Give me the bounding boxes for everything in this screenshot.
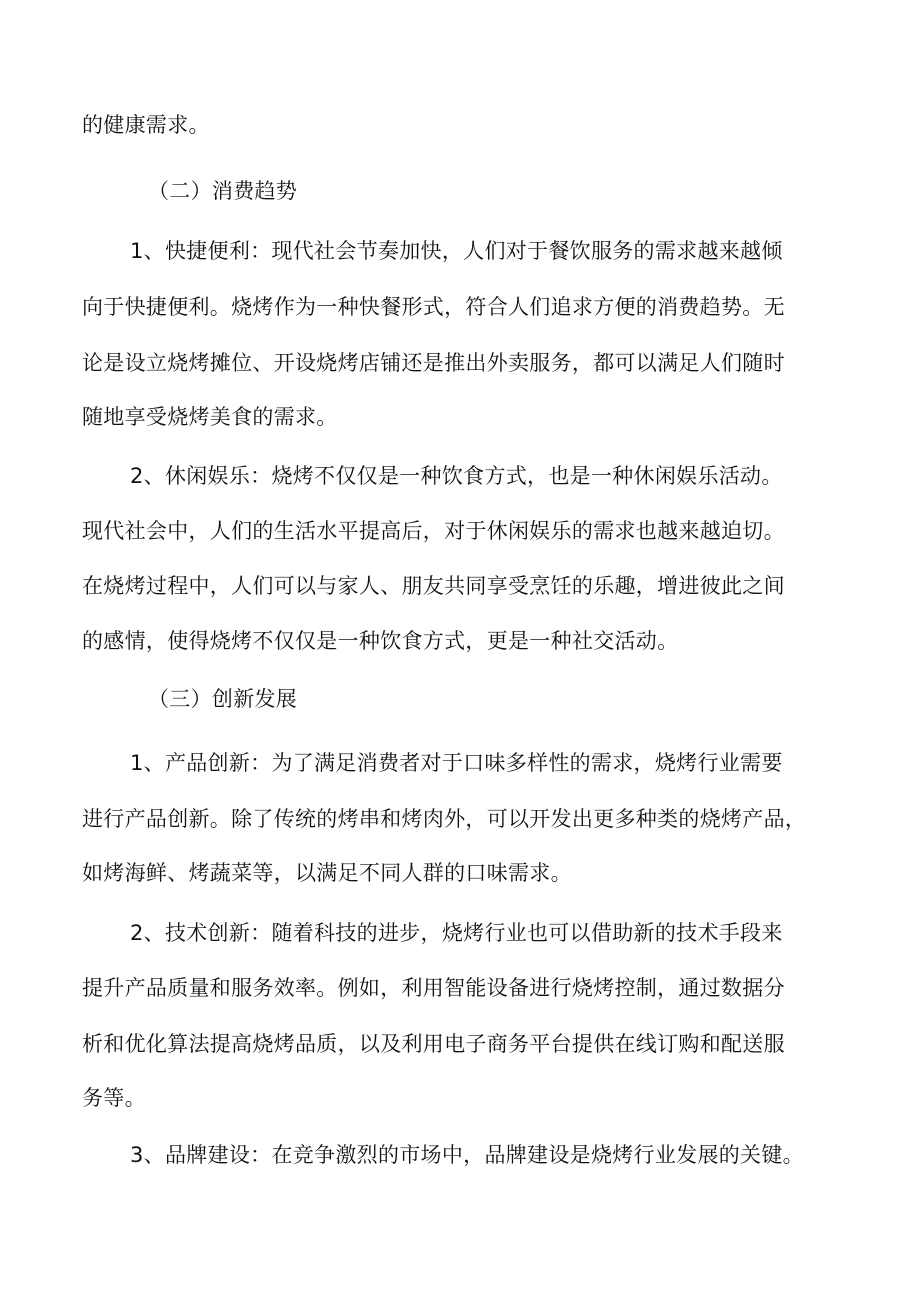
text-line: 向于快捷便利。烧烤作为一种快餐形式，符合人们追求方便的消费趋势。无 [82, 295, 785, 319]
text-line: 3、品牌建设：在竞争激烈的市场中，品牌建设是烧烤行业发展的关键。 [130, 1143, 804, 1167]
text-line: 2、技术创新：随着科技的进步，烧烤行业也可以借助新的技术手段来 [130, 921, 783, 945]
text-line: 务等。 [82, 1086, 146, 1110]
text-line: 提升产品质量和服务效率。例如，利用智能设备进行烧烤控制，通过数据分 [82, 976, 785, 1000]
text-line: 如烤海鲜、烤蔬菜等，以满足不同人群的口味需求。 [82, 861, 572, 885]
text-line: 析和优化算法提高烧烤品质，以及利用电子商务平台提供在线订购和配送服 [82, 1032, 785, 1056]
text-line: 在烧烤过程中，人们可以与家人、朋友共同享受烹饪的乐趣，增进彼此之间 [82, 574, 785, 598]
text-line: 的健康需求。 [82, 113, 210, 137]
text-line: 论是设立烧烤摊位、开设烧烤店铺还是推出外卖服务，都可以满足人们随时 [82, 351, 785, 375]
text-line: 1、产品创新：为了满足消费者对于口味多样性的需求，烧烤行业需要 [130, 751, 783, 775]
text-line: 现代社会中，人们的生活水平提高后，对于休闲娱乐的需求也越来越迫切。 [82, 519, 785, 543]
section-heading: （二）消费趋势 [148, 179, 298, 203]
text-line: 2、休闲娱乐：烧烤不仅仅是一种饮食方式，也是一种休闲娱乐活动。 [130, 464, 783, 488]
text-line: 的感情，使得烧烤不仅仅是一种饮食方式，更是一种社交活动。 [82, 629, 679, 653]
text-line: 1、快捷便利：现代社会节奏加快，人们对于餐饮服务的需求越来越倾 [130, 239, 783, 263]
text-line: 随地享受烧烤美食的需求。 [82, 405, 338, 429]
section-heading: （三）创新发展 [148, 687, 298, 711]
text-line: 进行产品创新。除了传统的烤串和烤肉外，可以开发出更多种类的烧烤产品， [82, 807, 807, 831]
